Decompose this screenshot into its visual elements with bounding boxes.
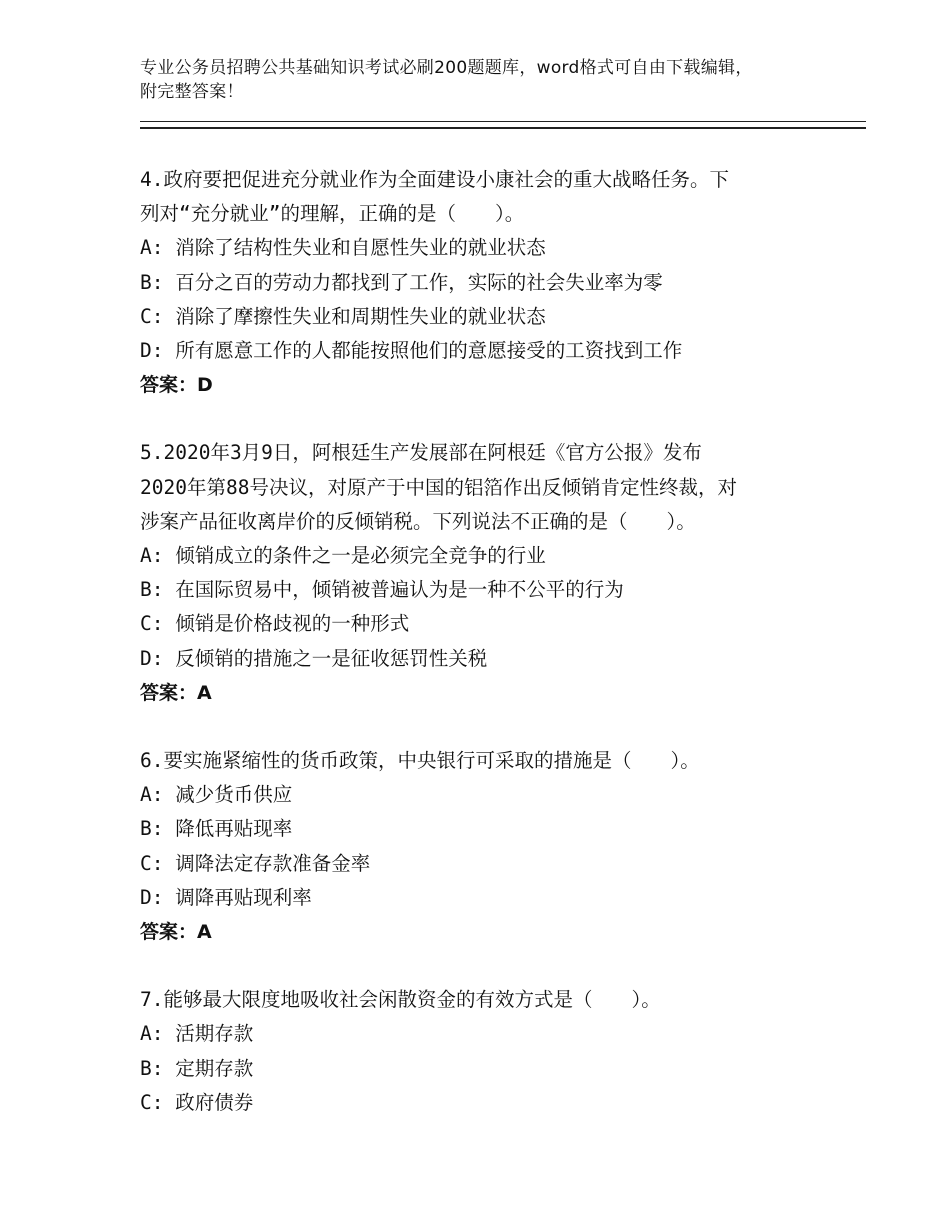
option-c: C: 政府债券 [140,1090,254,1114]
answer: 答案：D [140,374,213,397]
option-d: D: 所有愿意工作的人都能按照他们的意愿接受的工资找到工作 [140,339,683,363]
question-stem [140,744,820,778]
option-b: B: 百分之百的劳动力都找到了工作，实际的社会失业率为零 [140,270,663,294]
stem-line: 4.政府要把促进充分就业作为全面建设小康社会的重大战略任务。下 [140,168,729,191]
option-a: A: 减少货币供应 [140,783,293,807]
option-c: C: 倾销是价格歧视的一种形式 [140,612,410,636]
document-header [140,56,830,104]
answer: 答案：A [140,921,212,944]
question-stem [140,163,820,231]
stem-line: 5.2020年3月9日，阿根廷生产发展部在阿根廷《官方公报》发布 [140,441,702,465]
question-list [140,163,820,1154]
option-c: C: 调降法定存款准备金率 [140,851,371,875]
option-d: D: 反倾销的措施之一是征收惩罚性关税 [140,646,488,670]
option-a: A: 活期存款 [140,1022,254,1046]
header-divider [140,121,866,129]
option-b: B: 定期存款 [140,1056,254,1080]
stem-line: 列对“充分就业”的理解，正确的是（ ）。 [140,202,525,226]
question-stem [140,983,820,1017]
stem-line: 2020年第88号决议，对原产于中国的铝箔作出反倾销肯定性终裁，对 [140,475,737,499]
answer: 答案：A [140,681,212,704]
question-stem [140,436,820,539]
question-6 [140,744,820,949]
header-line-2: 附完整答案！ [140,82,244,102]
option-b: B: 降低再贴现率 [140,817,293,841]
option-a: A: 消除了结构性失业和自愿性失业的就业状态 [140,236,546,260]
option-b: B: 在国际贸易中，倾销被普遍认为是一种不公平的行为 [140,578,624,602]
question-5 [140,436,820,710]
stem-line: 7.能够最大限度地吸收社会闲散资金的有效方式是（ ）。 [140,988,661,1012]
option-d: D: 调降再贴现利率 [140,885,312,909]
option-c: C: 消除了摩擦性失业和周期性失业的就业状态 [140,304,546,328]
question-4 [140,163,820,402]
stem-line: 涉案产品征收离岸价的反倾销税。下列说法不正确的是（ ）。 [140,509,696,533]
question-7 [140,983,820,1120]
option-a: A: 倾销成立的条件之一是必须完全竞争的行业 [140,544,546,568]
header-line-1: 专业公务员招聘公共基础知识考试必刷200题题库，word格式可自由下载编辑， [140,58,753,78]
stem-line: 6.要实施紧缩性的货币政策，中央银行可采取的措施是（ ）。 [140,749,700,773]
